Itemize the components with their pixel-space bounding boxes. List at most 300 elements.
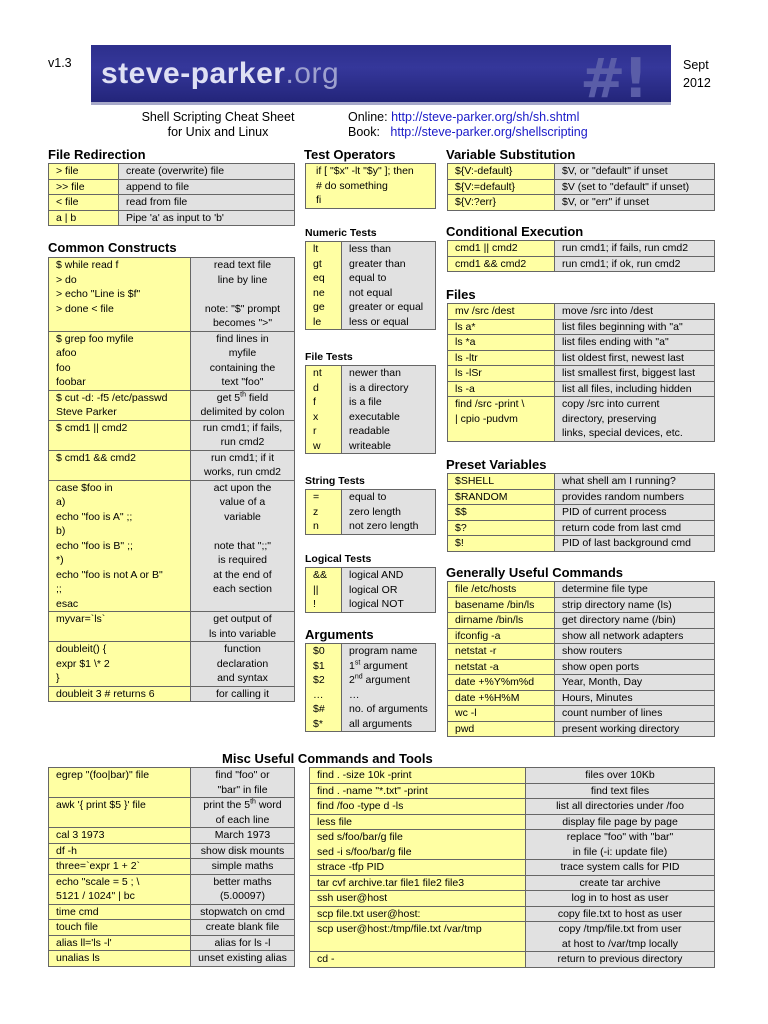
file-redirection-title: File Redirection [48, 147, 146, 162]
table-row [49, 302, 295, 317]
command-cell: > do [49, 273, 191, 288]
description-cell: works, run cmd2 [191, 465, 295, 480]
description-cell: strip directory name (ls) [555, 597, 715, 613]
description-cell: act upon the [191, 480, 295, 495]
description-cell: copy /tmp/file.txt from user [526, 922, 715, 937]
command-cell: myvar=`ls` [49, 612, 191, 627]
file-tests-table [305, 365, 436, 454]
table-row [448, 241, 715, 257]
description-cell: read text file [191, 258, 295, 273]
description-cell: count number of lines [555, 706, 715, 722]
description-cell: … [342, 688, 436, 703]
table-row [49, 361, 295, 376]
table-row [49, 951, 295, 967]
description-cell: at host to /var/tmp locally [526, 937, 715, 952]
description-cell: line by line [191, 273, 295, 288]
table-row [306, 659, 436, 674]
table-row [49, 798, 295, 813]
table-row [310, 906, 715, 922]
description-cell: is required [191, 553, 295, 568]
command-cell: alias ll='ls -l' [49, 935, 191, 951]
description-cell: not zero length [342, 519, 436, 534]
command-cell: cmd1 || cmd2 [448, 241, 555, 257]
command-cell [49, 465, 191, 480]
command-cell: && [306, 568, 342, 583]
command-cell: a) [49, 495, 191, 510]
command-cell: >> file [49, 179, 119, 195]
description-cell: run cmd2 [191, 435, 295, 450]
description-cell: of each line [191, 813, 295, 828]
table-row [448, 675, 715, 691]
table-row [49, 612, 295, 627]
description-cell: replace "foo" with "bar" [526, 830, 715, 845]
command-cell [310, 937, 526, 952]
table-row [49, 582, 295, 597]
description-cell: note: "$" prompt [191, 302, 295, 317]
table-row [306, 286, 436, 301]
description-cell: myfile [191, 346, 295, 361]
command-cell: $ cmd1 || cmd2 [49, 420, 191, 435]
table-row [310, 768, 715, 784]
command-cell: expr $1 \* 2 [49, 657, 191, 672]
description-cell: alias for ls -l [191, 935, 295, 951]
command-cell: $* [306, 717, 342, 732]
table-row [310, 860, 715, 876]
table-row [306, 439, 436, 454]
table-row [49, 859, 295, 875]
description-cell: append to file [119, 179, 295, 195]
command-cell: ;; [49, 582, 191, 597]
description-cell: Year, Month, Day [555, 675, 715, 691]
table-row [49, 420, 295, 435]
table-row [49, 783, 295, 798]
description-cell: show all network adapters [555, 628, 715, 644]
command-cell: x [306, 410, 342, 425]
logical-tests-table [305, 567, 436, 613]
misc-right-table [309, 767, 715, 968]
page-title [118, 110, 318, 140]
command-cell: scp file.txt user@host: [310, 906, 526, 922]
description-cell: read from file [119, 195, 295, 211]
command-cell: b) [49, 524, 191, 539]
command-cell: mv /src /dest [448, 304, 555, 320]
table-row [49, 768, 295, 783]
command-cell: ne [306, 286, 342, 301]
table-row [306, 300, 436, 315]
table-row [49, 568, 295, 583]
file-redirection-table [48, 163, 295, 226]
test-operators-table [305, 163, 436, 209]
command-cell: lt [306, 242, 342, 257]
table-row [49, 874, 295, 889]
table-row [306, 673, 436, 688]
table-row [448, 304, 715, 320]
test-operators-title: Test Operators [304, 147, 396, 162]
description-cell: executable [342, 410, 436, 425]
description-cell: run cmd1; if fails, run cmd2 [555, 241, 715, 257]
table-row [310, 891, 715, 907]
site-banner [91, 45, 671, 110]
table-row [448, 582, 715, 598]
description-cell: containing the [191, 361, 295, 376]
command-cell: sed s/foo/bar/g file [310, 830, 526, 845]
book-label: Book: [348, 125, 380, 139]
table-row [448, 164, 715, 180]
table-row [306, 315, 436, 330]
command-cell: afoo [49, 346, 191, 361]
table-row [448, 319, 715, 335]
site-logo [101, 57, 339, 91]
variable-substitution-title: Variable Substitution [446, 147, 576, 162]
command-cell: $$ [448, 505, 555, 521]
command-cell: *) [49, 553, 191, 568]
table-row [49, 346, 295, 361]
description-cell: determine file type [555, 582, 715, 598]
command-cell: strace -tfp PID [310, 860, 526, 876]
command-cell: d [306, 381, 342, 396]
command-cell: w [306, 439, 342, 454]
table-row [448, 505, 715, 521]
description-cell: links, special devices, etc. [555, 426, 715, 441]
description-cell: list oldest first, newest last [555, 350, 715, 366]
description-cell: logical OR [342, 583, 436, 598]
description-cell: run cmd1; if fails, [191, 420, 295, 435]
description-cell: is a directory [342, 381, 436, 396]
command-cell: $SHELL [448, 474, 555, 490]
description-cell: list files ending with "a" [555, 335, 715, 351]
command-cell: date +%Y%m%d [448, 675, 555, 691]
command-cell: echo "foo is B" ;; [49, 539, 191, 554]
description-cell: is a file [342, 395, 436, 410]
table-row [49, 813, 295, 828]
command-cell: $2 [306, 673, 342, 688]
command-cell: pwd [448, 721, 555, 737]
files-title: Files [446, 287, 476, 302]
description-cell: unset existing alias [191, 951, 295, 967]
command-cell: a | b [49, 210, 119, 226]
table-row [49, 164, 295, 180]
command-cell: ${V:-default} [448, 164, 555, 180]
description-cell: PID of last background cmd [555, 536, 715, 552]
command-cell: find . -size 10k -print [310, 768, 526, 784]
command-cell: ssh user@host [310, 891, 526, 907]
string-tests-title: String Tests [305, 475, 365, 487]
command-cell: dirname /bin/ls [448, 613, 555, 629]
online-link[interactable]: http://steve-parker.org/sh/sh.shtml [391, 110, 580, 124]
description-cell: 2nd argument [342, 673, 436, 688]
command-cell: n [306, 519, 342, 534]
description-cell: ls into variable [191, 627, 295, 642]
command-cell: Steve Parker [49, 405, 191, 420]
command-cell [448, 426, 555, 441]
command-cell: … [306, 688, 342, 703]
description-cell: newer than [342, 366, 436, 381]
command-cell: tar cvf archive.tar file1 file2 file3 [310, 875, 526, 891]
description-cell: directory, preserving [555, 412, 715, 427]
description-cell: show disk mounts [191, 843, 295, 859]
description-cell: March 1973 [191, 828, 295, 844]
table-row [306, 505, 436, 520]
table-row [49, 935, 295, 951]
table-row [49, 597, 295, 612]
online-label: Online: [348, 110, 388, 124]
table-row [306, 519, 436, 534]
table-row [310, 875, 715, 891]
table-row [306, 688, 436, 703]
description-cell: list all directories under /foo [526, 799, 715, 815]
table-row [310, 799, 715, 815]
table-row [49, 435, 295, 450]
title-line1: Shell Scripting Cheat Sheet [141, 110, 295, 124]
description-cell: return to previous directory [526, 952, 715, 968]
description-cell: program name [342, 644, 436, 659]
description-cell: what shell am I running? [555, 474, 715, 490]
command-cell: sed -i s/foo/bar/g file [310, 845, 526, 860]
table-row [448, 628, 715, 644]
command-cell [49, 316, 191, 331]
command-cell [49, 435, 191, 450]
description-cell: logical NOT [342, 597, 436, 612]
table-row [448, 520, 715, 536]
command-cell: ls -ltr [448, 350, 555, 366]
description-cell: less or equal [342, 315, 436, 330]
table-row [49, 195, 295, 211]
description-cell: variable [191, 510, 295, 525]
description-cell: "bar" in file [191, 783, 295, 798]
table-row [448, 536, 715, 552]
table-row [306, 410, 436, 425]
command-cell: $ while read f [49, 258, 191, 273]
command-cell: awk '{ print $5 }' file [49, 798, 191, 813]
table-row [306, 193, 436, 208]
book-link[interactable]: http://steve-parker.org/shellscripting [390, 125, 588, 139]
command-cell: echo "foo is A" ;; [49, 510, 191, 525]
description-cell: greater or equal [342, 300, 436, 315]
numeric-tests-title: Numeric Tests [305, 227, 377, 239]
description-cell: in file (-i: update file) [526, 845, 715, 860]
table-row [49, 316, 295, 331]
command-cell: echo "foo is not A or B" [49, 568, 191, 583]
description-cell: logical AND [342, 568, 436, 583]
command-cell: doubleit() { [49, 642, 191, 657]
command-cell: case $foo in [49, 480, 191, 495]
command-cell: foo [49, 361, 191, 376]
command-cell: $? [448, 520, 555, 536]
description-cell [191, 524, 295, 539]
command-cell: le [306, 315, 342, 330]
table-row [448, 426, 715, 441]
description-cell: copy /src into current [555, 397, 715, 412]
table-row [310, 845, 715, 860]
table-row [49, 920, 295, 936]
command-cell: esac [49, 597, 191, 612]
file-tests-title: File Tests [305, 351, 353, 363]
command-cell: wc -l [448, 706, 555, 722]
command-cell: $ cmd1 && cmd2 [49, 450, 191, 465]
description-cell: list smallest first, biggest last [555, 366, 715, 382]
command-cell: less file [310, 814, 526, 830]
command-cell: eq [306, 271, 342, 286]
description-cell: $V (set to "default" if unset) [555, 179, 715, 195]
logo-org: .org [285, 57, 340, 90]
command-cell: scp user@host:/tmp/file.txt /var/tmp [310, 922, 526, 937]
description-cell: log in to host as user [526, 891, 715, 907]
table-row [306, 583, 436, 598]
description-cell: becomes ">" [191, 316, 295, 331]
misc-title: Misc Useful Commands and Tools [222, 751, 433, 766]
description-cell: 1st argument [342, 659, 436, 674]
table-row [448, 335, 715, 351]
command-cell: date +%H%M [448, 690, 555, 706]
description-cell: note that ";;" [191, 539, 295, 554]
description-cell: $V, or "err" if unset [555, 195, 715, 211]
description-cell: less than [342, 242, 436, 257]
command-cell: time cmd [49, 904, 191, 920]
description-cell: simple maths [191, 859, 295, 875]
description-cell: function [191, 642, 295, 657]
table-row [310, 937, 715, 952]
command-cell: echo "scale = 5 ; \ [49, 874, 191, 889]
description-cell: not equal [342, 286, 436, 301]
date-month: Sept [683, 58, 709, 72]
description-cell: text "foo" [191, 375, 295, 390]
table-row [448, 597, 715, 613]
description-cell: present working directory [555, 721, 715, 737]
description-cell: (5.00097) [191, 889, 295, 904]
command-cell: f [306, 395, 342, 410]
table-row [448, 690, 715, 706]
table-row [49, 405, 295, 420]
table-row [448, 381, 715, 397]
command-cell: nt [306, 366, 342, 381]
description-cell [191, 597, 295, 612]
description-cell: return code from last cmd [555, 520, 715, 536]
command-cell: ls *a [448, 335, 555, 351]
command-cell: $ cut -d: -f5 /etc/passwd [49, 390, 191, 405]
command-cell: | cpio -pudvm [448, 412, 555, 427]
command-cell: } [49, 671, 191, 686]
description-cell: move /src into /dest [555, 304, 715, 320]
description-cell: better maths [191, 874, 295, 889]
command-cell: foobar [49, 375, 191, 390]
table-row [49, 627, 295, 642]
description-cell: show routers [555, 644, 715, 660]
command-cell: netstat -a [448, 659, 555, 675]
description-cell: run cmd1; if ok, run cmd2 [555, 256, 715, 272]
table-row [306, 164, 436, 179]
table-row [448, 474, 715, 490]
command-cell: ! [306, 597, 342, 612]
generally-useful-title: Generally Useful Commands [446, 565, 623, 580]
command-cell: find /src -print \ [448, 397, 555, 412]
command-cell: ifconfig -a [448, 628, 555, 644]
common-constructs-table [48, 257, 295, 702]
command-cell [49, 813, 191, 828]
table-row [306, 366, 436, 381]
command-cell: egrep "(foo|bar)" file [49, 768, 191, 783]
table-row [49, 390, 295, 405]
conditional-execution-title: Conditional Execution [446, 224, 584, 239]
table-row [49, 671, 295, 686]
description-cell: display file page by page [526, 814, 715, 830]
table-row [306, 490, 436, 505]
table-row [306, 257, 436, 272]
table-row [310, 922, 715, 937]
description-cell: delimited by colon [191, 405, 295, 420]
description-cell: show open ports [555, 659, 715, 675]
table-row [49, 375, 295, 390]
common-constructs-title: Common Constructs [48, 240, 177, 255]
description-cell: greater than [342, 257, 436, 272]
description-cell: run cmd1; if it [191, 450, 295, 465]
table-row [49, 686, 295, 702]
table-row [310, 814, 715, 830]
command-cell: $# [306, 702, 342, 717]
command-cell: $0 [306, 644, 342, 659]
command-cell: ${V:?err} [448, 195, 555, 211]
files-table [447, 303, 715, 442]
description-cell [191, 287, 295, 302]
table-row [306, 702, 436, 717]
command-cell: > file [49, 164, 119, 180]
command-cell: # do something [306, 179, 436, 194]
command-cell: cmd1 && cmd2 [448, 256, 555, 272]
string-tests-table [305, 489, 436, 535]
description-cell: $V, or "default" if unset [555, 164, 715, 180]
description-cell: declaration [191, 657, 295, 672]
command-cell: touch file [49, 920, 191, 936]
description-cell: create blank file [191, 920, 295, 936]
description-cell: list files beginning with "a" [555, 319, 715, 335]
numeric-tests-table [305, 241, 436, 330]
command-cell: ge [306, 300, 342, 315]
table-row [49, 904, 295, 920]
logical-tests-title: Logical Tests [305, 553, 372, 565]
table-row [306, 395, 436, 410]
description-cell: create tar archive [526, 875, 715, 891]
version-label: v1.3 [48, 56, 72, 70]
table-row [49, 287, 295, 302]
command-cell: ls -lSr [448, 366, 555, 382]
command-cell: find /foo -type d -ls [310, 799, 526, 815]
command-cell: find . -name "*.txt" -print [310, 783, 526, 799]
preset-variables-title: Preset Variables [446, 457, 547, 472]
table-row [448, 412, 715, 427]
generally-useful-table [447, 581, 715, 737]
table-row [448, 179, 715, 195]
command-cell: < file [49, 195, 119, 211]
description-cell: get output of [191, 612, 295, 627]
command-cell: cal 3 1973 [49, 828, 191, 844]
table-row [448, 721, 715, 737]
variable-substitution-table [447, 163, 715, 211]
description-cell: and syntax [191, 671, 295, 686]
description-cell: for calling it [191, 686, 295, 702]
description-cell: readable [342, 424, 436, 439]
table-row [448, 366, 715, 382]
table-row [448, 256, 715, 272]
description-cell: Hours, Minutes [555, 690, 715, 706]
misc-left-table [48, 767, 295, 967]
table-row [306, 717, 436, 732]
table-row [448, 706, 715, 722]
table-row [306, 381, 436, 396]
description-cell: all arguments [342, 717, 436, 732]
shebang-mark: #! [580, 47, 646, 110]
table-row [448, 659, 715, 675]
table-row [49, 524, 295, 539]
table-row [448, 644, 715, 660]
